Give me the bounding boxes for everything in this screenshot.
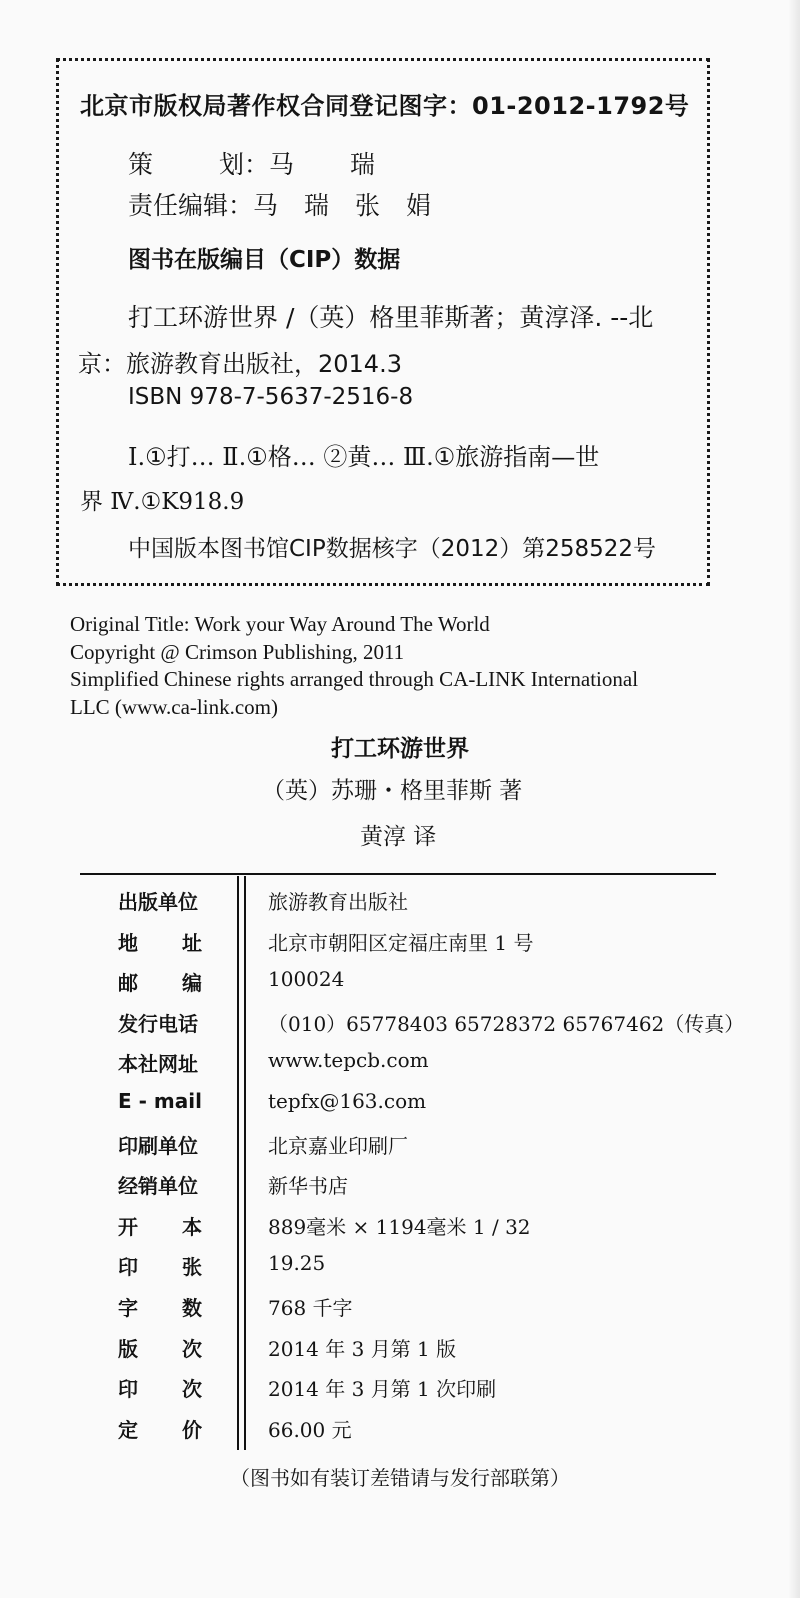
pub-row-value: 66.00 元 <box>268 1418 352 1442</box>
editor-label: 责任编辑： <box>128 191 254 220</box>
pub-row-value: 北京市朝阳区定福庄南里 1 号 <box>268 931 534 955</box>
editor-line <box>128 186 457 222</box>
cip-data-title: 图书在版编目（CIP）数据 <box>128 247 401 273</box>
page-edge-shadow <box>788 0 800 1598</box>
pub-row-label: 经销单位 <box>118 1174 198 1198</box>
original-title: Original Title: Work your Way Around The World <box>70 612 490 636</box>
table-top-rule <box>80 873 716 875</box>
binding-error-note: （图书如有装订差错请与发行部联第） <box>230 1466 570 1490</box>
cip-entry-line-1: 打工环游世界 /（英）格里菲斯著；黄淳泽. --北 <box>128 303 654 332</box>
pub-row-label: 定 价 <box>118 1418 202 1442</box>
pub-row-label: 印 张 <box>118 1255 202 1279</box>
pub-row-label: 发行电话 <box>118 1012 198 1036</box>
editor-names: 马瑞张娟 <box>253 191 458 220</box>
pub-row-value: 2014 年 3 月第 1 版 <box>268 1337 457 1361</box>
pub-row-value: 2014 年 3 月第 1 次印刷 <box>268 1377 497 1401</box>
planner-name: 马 瑞 <box>269 150 399 179</box>
book-title: 打工环游世界 <box>331 736 469 762</box>
isbn: ISBN 978-7-5637-2516-8 <box>128 384 414 410</box>
pub-row-label: 开 本 <box>118 1215 202 1239</box>
pub-row-label: 出版单位 <box>118 890 198 914</box>
pub-row-label: 本社网址 <box>118 1052 198 1076</box>
pub-row-label: 地 址 <box>118 931 202 955</box>
planner-label-char-1: 策 <box>128 150 154 179</box>
pub-row-label: 邮 编 <box>118 971 202 995</box>
pub-row-value: 新华书店 <box>268 1174 348 1198</box>
rights-notice-cont: LLC (www.ca-link.com) <box>70 695 278 719</box>
pub-row-value: 768 千字 <box>268 1296 353 1320</box>
classification-line-2: 界 Ⅳ.①K918.9 <box>80 489 245 515</box>
planner-label-char-2: 划： <box>219 150 270 179</box>
book-translator: 黄淳 译 <box>360 824 437 850</box>
pub-row-value: www.tepcb.com <box>268 1048 429 1072</box>
pub-row-value: 889毫米 × 1194毫米 1 / 32 <box>268 1215 531 1239</box>
pub-row-value: 100024 <box>268 967 345 991</box>
pub-row-value: 北京嘉业印刷厂 <box>268 1134 408 1158</box>
pub-row-label: 字 数 <box>118 1296 202 1320</box>
table-divider-left <box>237 876 239 1450</box>
copyright-notice: Copyright @ Crimson Publishing, 2011 <box>70 640 405 664</box>
rights-notice: Simplified Chinese rights arranged through CA-LINK International <box>70 667 639 691</box>
pub-row-value: tepfx@163.com <box>268 1089 427 1113</box>
planner-line <box>128 145 399 181</box>
pub-row-label: 印 次 <box>118 1377 202 1401</box>
book-author: （英）苏珊・格里菲斯 著 <box>262 778 523 804</box>
copyright-registration: 北京市版权局著作权合同登记图字：01-2012-1792号 <box>80 92 690 120</box>
pub-row-value: 旅游教育出版社 <box>268 890 408 914</box>
table-divider-right <box>244 876 246 1450</box>
classification-line-1: Ⅰ.①打… Ⅱ.①格… ②黄… Ⅲ.①旅游指南—世 <box>128 443 600 471</box>
pub-row-value: 19.25 <box>268 1251 326 1275</box>
cip-check-number: 中国版本图书馆CIP数据核字（2012）第258522号 <box>128 536 657 562</box>
pub-row-label: 印刷单位 <box>118 1134 198 1158</box>
pub-row-label: E - mail <box>118 1089 202 1113</box>
cip-entry-line-2: 京：旅游教育出版社，2014.3 <box>78 350 402 378</box>
pub-row-value: （010）65778403 65728372 65767462（传真） <box>268 1012 745 1036</box>
pub-row-label: 版 次 <box>118 1337 202 1361</box>
